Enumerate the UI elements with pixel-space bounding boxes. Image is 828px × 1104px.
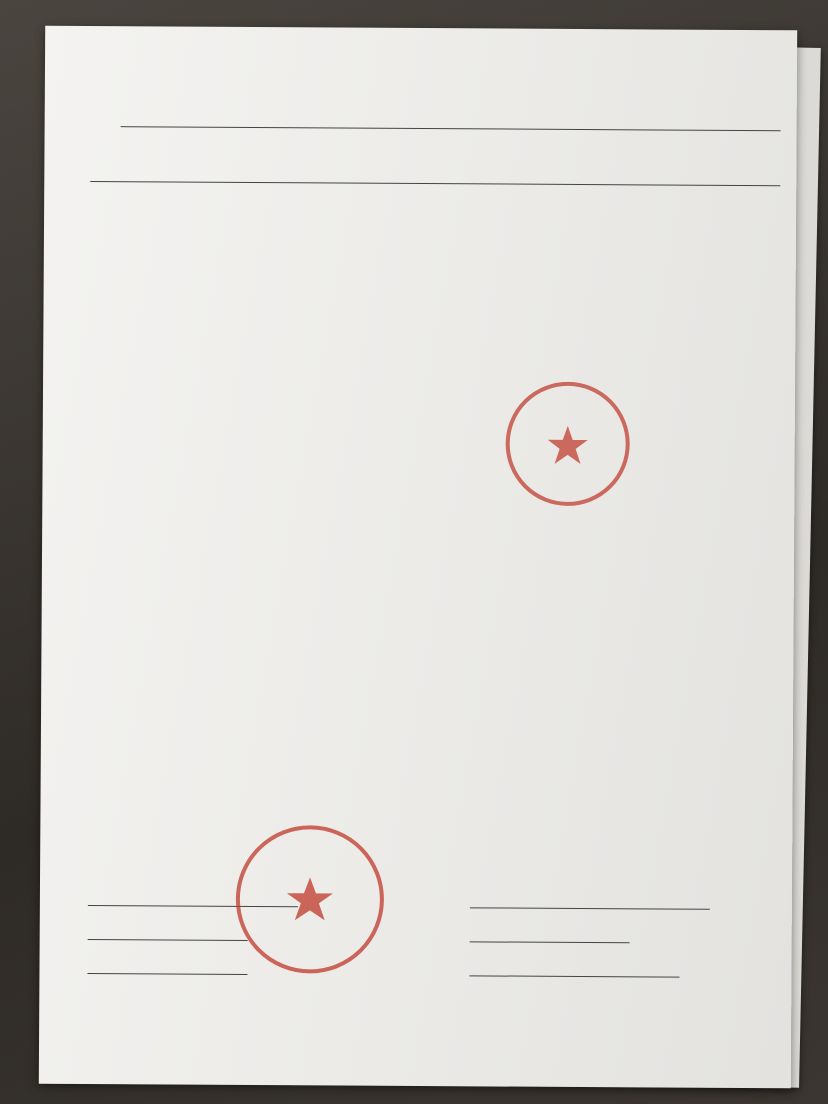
party-b-signature	[470, 906, 710, 909]
section7-items	[91, 80, 781, 84]
company-seal-top	[497, 373, 638, 514]
manager-name[interactable]	[87, 972, 247, 975]
section8-title	[91, 80, 781, 84]
contract-page	[39, 26, 797, 1089]
clauses-section6	[91, 70, 781, 74]
clause-9-4-text	[121, 101, 781, 105]
sign-date[interactable]	[469, 974, 679, 977]
company-seal-bottom	[229, 819, 390, 980]
representative-name[interactable]	[470, 940, 630, 943]
date-signature	[469, 974, 679, 977]
clause-9-1	[91, 80, 781, 84]
manager-signature	[87, 972, 247, 975]
clause-9-3-text	[121, 94, 781, 98]
contract-content	[90, 70, 781, 196]
other-terms-blank-line[interactable]	[121, 110, 781, 131]
clause-9-2	[91, 87, 781, 91]
clause-9-2-text	[121, 87, 781, 91]
section7-title	[91, 80, 781, 84]
party-b-name[interactable]	[470, 906, 710, 909]
advisor-signature	[88, 938, 248, 941]
clause-9-4	[91, 101, 781, 105]
section10-blank-line[interactable]	[90, 141, 780, 186]
advisor-name[interactable]	[88, 938, 248, 941]
clause-9-3	[91, 94, 781, 98]
section8-text	[91, 80, 781, 84]
representative-signature	[470, 940, 630, 943]
section9-title	[91, 80, 781, 84]
